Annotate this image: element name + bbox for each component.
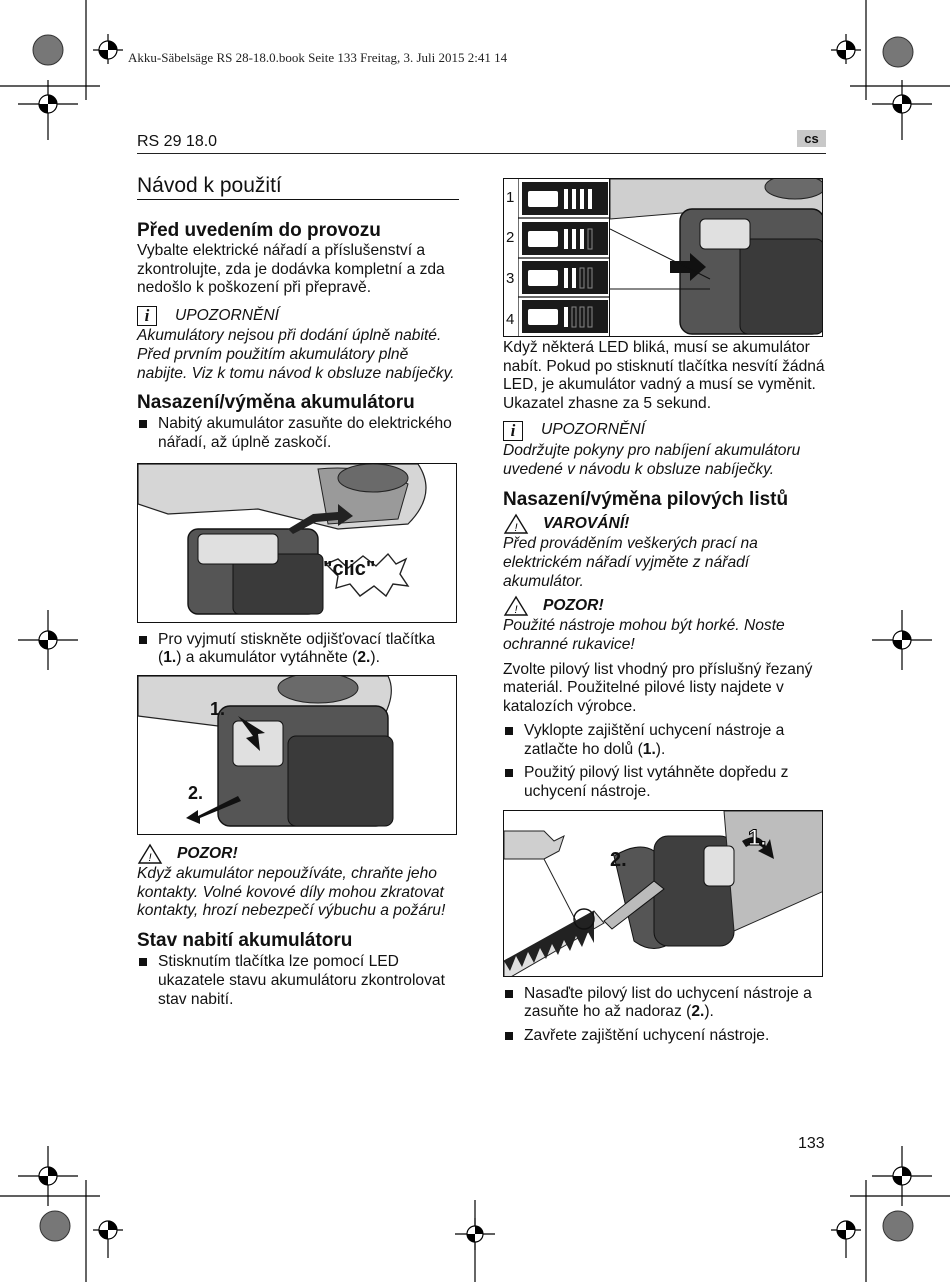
led-table <box>503 178 610 337</box>
led-row-1: 1 <box>506 189 515 206</box>
left-column <box>137 174 459 1009</box>
model-name: RS 29 18.0 <box>137 133 218 150</box>
caution2-label: POZOR! <box>543 596 604 614</box>
caution2-text: Použité nástroje mohou být horké. Noste ochranné rukavice! <box>503 617 785 654</box>
section-heading-charge-state: Stav nabití akumulátoru <box>137 930 353 952</box>
blade-choice-text: Zvolte pilový list vhodný pro příslušný řezaný materiál. Použitelné pilové listy najdete v katalozích výrobce. <box>503 660 813 716</box>
led-battery-icons <box>518 179 610 336</box>
figure-blade-change <box>503 810 823 977</box>
note-text: Akumulátory nejsou při dodání úplně nabité. Před prvním použitím akumulátory plně nabijte. Viz k tomu návod k obsluze nabíječky. <box>137 327 455 382</box>
bullet-check-charge: Stisknutím tlačítka lze pomocí LED ukazatele stavu akumulátoru zkontrolovat stav nabití. <box>137 953 459 1009</box>
info-icon: i <box>137 306 157 326</box>
remove-step1: 1. <box>163 649 177 667</box>
note-label: UPOZORNĚNÍ <box>175 306 279 324</box>
note-heading <box>137 305 459 327</box>
caution-label: POZOR! <box>177 844 238 862</box>
header-rule <box>137 153 826 154</box>
section-heading-battery: Nasazení/výměna akumulátoru <box>137 392 415 414</box>
section-heading-blades: Nasazení/výměna pilových listů <box>503 489 789 511</box>
bullet-unlock-holder <box>503 722 825 759</box>
bullet-close-holder: Zavřete zajištění uchycení nástroje. <box>503 1027 825 1046</box>
bullet-remove-blade: Použitý pilový list vytáhněte dopředu z uchycení nástroje. <box>503 764 825 801</box>
unlock-text-b: ). <box>655 740 666 758</box>
insert-text-b: ). <box>704 1003 714 1021</box>
print-info-line: Akku-Säbelsäge RS 28-18.0.book Seite 133 Freitag, 3. Juli 2015 2:41 14 <box>128 50 508 65</box>
warning-triangle-icon-3 <box>503 595 529 617</box>
figure-led-indicator <box>503 178 823 337</box>
section-heading-before-use: Před uvedením do provozu <box>137 220 381 241</box>
warning-text: Před prováděním veškerých prací na elektrickém nářadí vyjměte z nářadí akumulátor. <box>503 535 758 590</box>
led-row-3: 3 <box>506 270 515 287</box>
remove-text-c: ). <box>370 649 380 667</box>
insert-step: 2. <box>691 1003 705 1021</box>
led-row-numbers <box>504 179 518 337</box>
warning-triangle-icon <box>137 843 163 865</box>
led-row-4: 4 <box>506 311 515 328</box>
remove-step2: 2. <box>357 649 371 667</box>
svg-text:!: ! <box>514 522 518 535</box>
blade-step2-label: 2. <box>610 848 627 871</box>
led-off-note: Ukazatel zhasne za 5 sekund. <box>503 395 712 413</box>
warning-label: VAROVÁNÍ! <box>543 514 630 532</box>
insert-text-a: Nasaďte pilový list do uchycení nástroje a zasuňte ho až nadoraz ( <box>524 984 812 1021</box>
page-title: Návod k použití <box>137 174 282 197</box>
clic-label: "clic" <box>323 557 376 580</box>
info-icon-2: i <box>503 421 523 441</box>
led-description: Když některá LED bliká, musí se akumulátor nabít. Pokud po stisknutí tlačítka nesvítí žádná LED, je akumulátor vadný a musí se vyměnit. <box>503 339 825 394</box>
svg-text:!: ! <box>148 852 152 865</box>
caution2-heading <box>503 595 825 617</box>
remove-text-a: Pro vyjmutí stiskněte odjišťovací tlačítka ( <box>158 630 436 667</box>
blade-step1-label: 1. <box>748 824 767 850</box>
led-row-2: 2 <box>506 229 515 246</box>
right-column <box>503 178 825 1046</box>
note2-text: Dodržujte pokyny pro nabíjení akumulátoru uvedené v návodu k obsluze nabíječky. <box>503 441 801 478</box>
page-number: 133 <box>798 1135 825 1152</box>
bullet-insert-battery: Nabitý akumulátor zasuňte do elektrického nářadí, až úplně zaskočí. <box>137 415 459 452</box>
caution-heading <box>137 843 459 865</box>
svg-text:!: ! <box>514 604 518 617</box>
caution-text: Když akumulátor nepoužíváte, chraňte jeho kontakty. Volné kovové díly mohou zkratovat kontakty, hrozí nebezpečí výbuchu a požáru! <box>137 865 446 920</box>
figure-insert-battery <box>137 463 457 623</box>
step2-label: 2. <box>188 783 204 804</box>
bullet-remove-battery <box>137 631 459 668</box>
step1-label: 1. <box>210 699 226 720</box>
bullet-insert-blade <box>503 985 825 1022</box>
unlock-text-a: Vyklopte zajištění uchycení nástroje a zatlačte ho dolů ( <box>524 721 785 758</box>
note2-heading <box>503 420 825 442</box>
remove-text-b: ) a akumulátor vytáhněte ( <box>176 649 358 667</box>
note2-label: UPOZORNĚNÍ <box>541 421 645 439</box>
unlock-step: 1. <box>642 740 656 758</box>
figure-led-button <box>609 178 823 337</box>
title-rule <box>137 199 459 200</box>
language-badge: cs <box>797 130 826 147</box>
figure-remove-battery <box>137 675 457 835</box>
warning-heading <box>503 513 825 535</box>
unpack-text: Vybalte elektrické nářadí a příslušenství a zkontrolujte, zda je dodávka kompletní a zda nedošlo k poškození při přepravě. <box>137 242 445 297</box>
warning-triangle-icon-2 <box>503 513 529 535</box>
